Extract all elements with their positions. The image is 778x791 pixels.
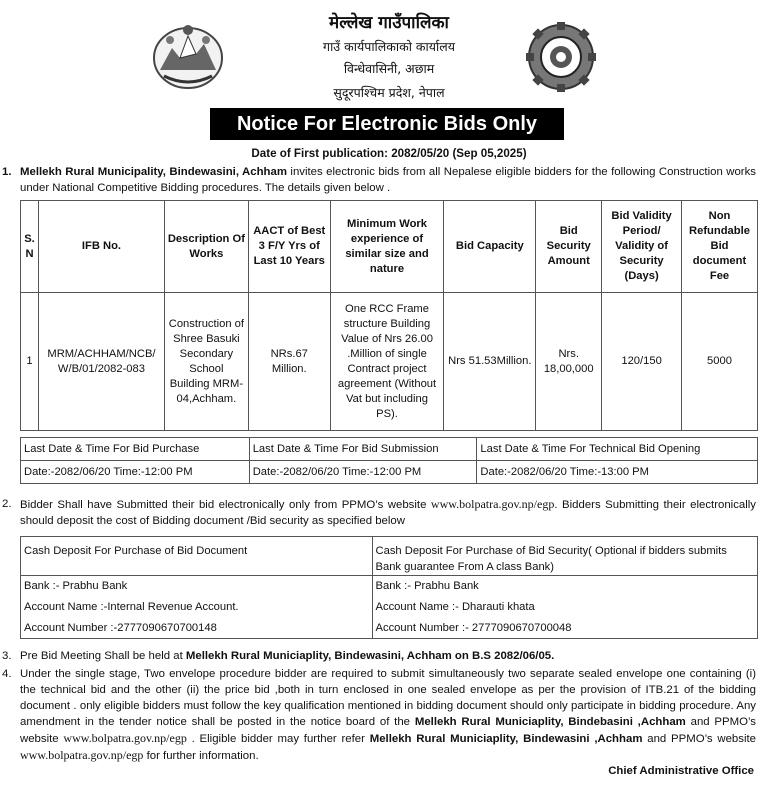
table-row (21, 438, 758, 461)
paragraph-4-text-c: . Eligible bidder may further refer (186, 733, 370, 745)
submission-deadline-label: Last Date & Time For Bid Submission (249, 438, 477, 461)
cell-sn: 1 (21, 293, 39, 431)
cell-bid-capacity: Nrs 51.53Million. (444, 293, 536, 431)
paragraph-number: 2. (2, 498, 12, 510)
opening-deadline-label: Last Date & Time For Technical Bid Opening (477, 438, 758, 461)
table-header-row (21, 201, 758, 293)
municipality-name: मेल्लेख गाउँपालिका (329, 13, 449, 33)
paragraph-4-bold-a: Mellekh Rural Municiaplity, Bindebasini ,Achham (414, 716, 686, 728)
paragraph-number: 1. (2, 166, 12, 178)
paragraph-4 (2, 666, 756, 764)
paragraph-1-bold: Mellekh Rural Municipality, Bindewasini, Achham (20, 166, 287, 178)
opening-deadline-value: Date:-2082/06/20 Time:-13:00 PM (477, 461, 758, 484)
cell-min-work: One RCC Frame structure Building Value of Nrs 26.00 .Million of single Contract project agreement (Without Vat but including PS). (330, 293, 444, 431)
paragraph-number: 3. (2, 650, 12, 662)
bank-deposit-table (20, 536, 758, 639)
bid-security-deposit-heading: Cash Deposit For Purchase of Bid Security( Optional if bidders submits Bank guarantee From A class Bank) (372, 537, 757, 576)
header-bid-validity: Bid Validity Period/ Validity of Security (Days) (602, 201, 682, 293)
cell-aact: NRs.67 Million. (248, 293, 330, 431)
paragraph-3-bold: Mellekh Rural Municiaplity, Bindewasini, Achham on B.S 2082/06/05. (185, 650, 555, 662)
table-row (21, 618, 758, 639)
purchase-deadline-label: Last Date & Time For Bid Purchase (21, 438, 250, 461)
paragraph-2 (2, 496, 756, 529)
document-account-number: Account Number :-2777090670700148 (21, 618, 373, 639)
office-name: गाउँ कार्यपालिकाको कार्यालय (323, 39, 455, 54)
table-row (21, 293, 758, 431)
header-min-work: Minimum Work experience of similar size and nature (330, 201, 444, 293)
paragraph-4-text-b: and PPMO’s website (20, 716, 756, 745)
paragraph-4-text-d: and PPMO’s website (642, 733, 756, 745)
security-account-number: Account Number :- 2777090670700048 (372, 618, 757, 639)
header-bid-security: Bid Security Amount (536, 201, 602, 293)
cell-ifb-no: MRM/ACHHAM/NCB/ W/B/01/2082-083 (38, 293, 164, 431)
cell-description: Construction of Shree Basuki Secondary School Building MRM-04,Achham. (164, 293, 248, 431)
paragraph-4-bold-b: Mellekh Rural Municiaplity, Bindewasini ,Achham (369, 733, 643, 745)
cell-bid-validity: 120/150 (602, 293, 682, 431)
document-account-name: Account Name :-Internal Revenue Account. (21, 597, 373, 618)
table-row (21, 597, 758, 618)
table-row (21, 461, 758, 484)
security-bank-name: Bank :- Prabhu Bank (372, 576, 757, 597)
document-bank-name: Bank :- Prabhu Bank (21, 576, 373, 597)
publication-date: Date of First publication: 2082/05/20 (Sep 05,2025) (251, 147, 527, 160)
paragraph-2-text-b: . Bidders Submitting their electronically should deposit the cost of Bidding document /Bid security as specified below (20, 499, 756, 527)
paragraph-number: 4. (2, 668, 12, 680)
header-ifb-no: IFB No. (38, 201, 164, 293)
notice-title: Notice For Electronic Bids Only (210, 108, 564, 140)
paragraph-4-text-e: for further information. (143, 750, 259, 762)
deadline-table (20, 437, 758, 484)
header-doc-fee: Non Refundable Bid document Fee (682, 201, 758, 293)
paragraph-1 (2, 164, 756, 196)
table-row (21, 576, 758, 597)
office-location: विन्धेवासिनी, अछाम (343, 61, 435, 76)
header-bid-capacity: Bid Capacity (444, 201, 536, 293)
security-account-name: Account Name :- Dharauti khata (372, 597, 757, 618)
ppmo-website-link[interactable]: www.bolpatra.gov.np/egp (430, 497, 555, 511)
paragraph-3-text: Pre Bid Meeting Shall be held at (20, 650, 186, 662)
header-aact: AACT of Best 3 F/Y Yrs of Last 10 Years (248, 201, 330, 293)
bid-document-deposit-heading: Cash Deposit For Purchase of Bid Document (21, 537, 373, 576)
province-name: सुदूरपश्चिम प्रदेश, नेपाल (333, 85, 445, 100)
signature-office: Chief Administrative Office (608, 765, 754, 777)
paragraph-3 (2, 648, 756, 664)
cell-bid-security: Nrs. 18,00,000 (536, 293, 602, 431)
header-sn: S. N (21, 201, 39, 293)
ppmo-website-link[interactable]: www.bolpatra.gov.np/egp (20, 748, 144, 762)
paragraph-1-text: invites electronic bids from all Nepalese eligible bidders for the following Construction works under National Competitive Bidding procedures. The details given below . (20, 166, 756, 194)
submission-deadline-value: Date:-2082/06/20 Time:-12:00 PM (249, 461, 477, 484)
bid-details-table (20, 200, 758, 431)
purchase-deadline-value: Date:-2082/06/20 Time:-12:00 PM (21, 461, 250, 484)
paragraph-2-text-a: Bidder Shall have Submitted their bid electronically only from PPMO’s website (20, 499, 431, 511)
header-description: Description Of Works (164, 201, 248, 293)
cell-doc-fee: 5000 (682, 293, 758, 431)
ppmo-website-link[interactable]: www.bolpatra.gov.np/egp (63, 731, 187, 745)
paragraph-4-text-a: Under the single stage, Two envelope procedure bidder are required to submit simultaneously two separate sealed envelope one containing (i) the technical bid and the other (ii) the price bid ,both in turn enclosed in one sealed envelope as per the provision of ITB.21 of the bidding document . only eligible bidders must follow the key qualification mentioned in bidding document should only participate in bidding procedure. Any amendment in the tender notice shall be posted in the notice board of the (20, 668, 756, 728)
table-header-row (21, 537, 758, 576)
